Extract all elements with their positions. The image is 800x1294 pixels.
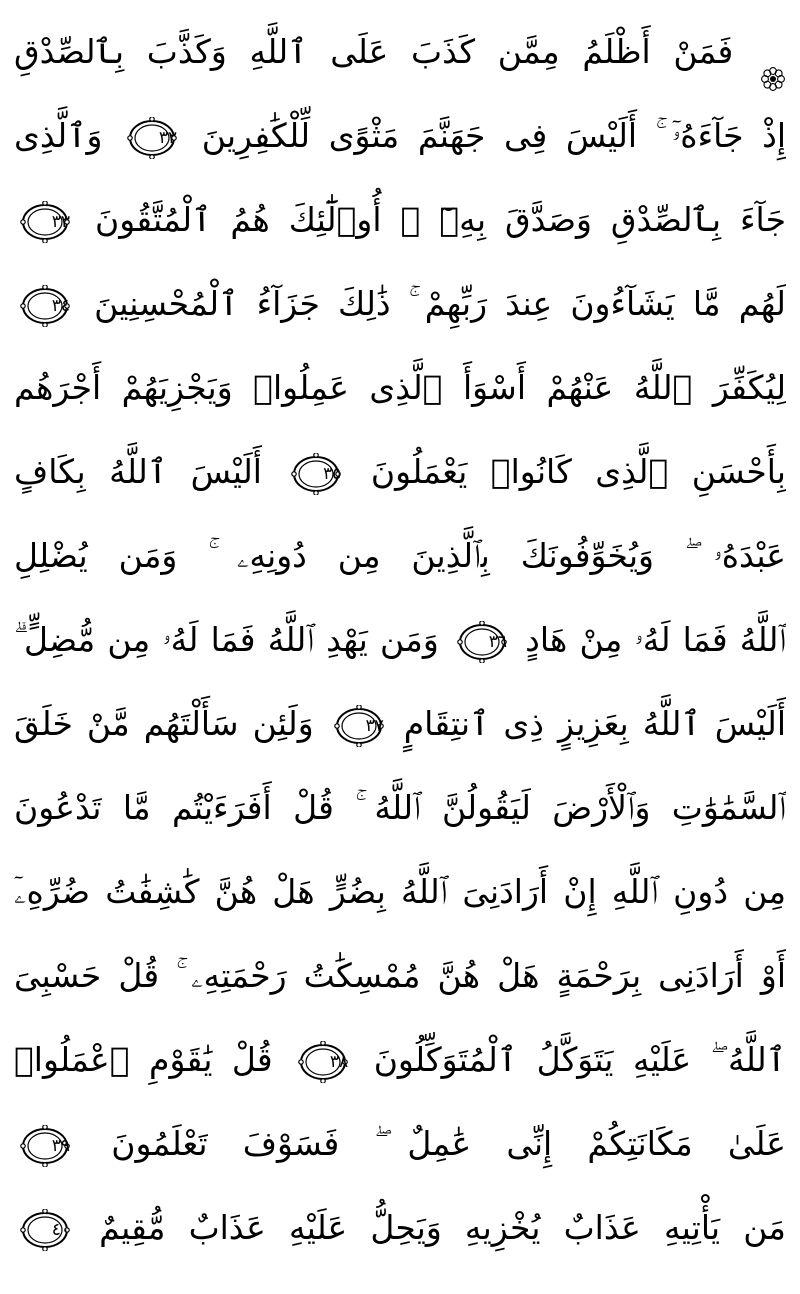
text-line	[14, 852, 786, 932]
verse-text: وَٱلَّذِى	[14, 116, 103, 155]
verse-text: ٱللَّهُ ۖ عَلَيْهِ يَتَوَكَّلُ ٱلْمُتَوَكِّلُونَ	[373, 1040, 786, 1079]
text-line	[14, 12, 786, 92]
ayah-number: ٣٨	[329, 1051, 349, 1072]
verse-text: عَبْدَهُۥ ۖ وَيُخَوِّفُونَكَ بِٱلَّذِينَ مِن دُونِهِۦ ۚ وَمَن يُضْلِلِ	[14, 536, 786, 575]
verse-text: أَلَيْسَ ٱللَّهُ بِعَزِيزٍ ذِى ٱنتِقَامٍ	[403, 704, 786, 743]
ayah-number: ٣٥	[323, 463, 342, 484]
text-line	[14, 600, 786, 680]
ayah-number: ٣٣	[51, 211, 70, 232]
text-line	[14, 432, 786, 512]
ayah-end-marker	[334, 705, 384, 747]
verse-text: جَآءَ بِٱلصِّدْقِ وَصَدَّقَ بِهِۦٓ ۙ أُو۟لَٰٓئِكَ هُمُ ٱلْمُتَّقُونَ	[95, 200, 786, 239]
verse-text: وَلَئِن سَأَلْتَهُم مَّنْ خَلَقَ	[14, 704, 314, 743]
ayah-number: ٣٧	[365, 715, 384, 736]
ayah-end-marker	[127, 117, 177, 159]
text-line	[14, 1020, 786, 1100]
verse-text: ٱللَّهُ فَمَا لَهُۥ مِنْ هَادٍ	[525, 620, 786, 659]
ayah-end-marker	[20, 1125, 70, 1167]
verse-text: إِذْ جَآءَهُۥٓ ۚ أَلَيْسَ فِى جَهَنَّمَ مَثْوًى لِّلْكَٰفِرِينَ	[201, 116, 786, 155]
ayah-end-marker	[291, 453, 341, 495]
ayah-number: ٣٢	[158, 127, 178, 148]
verse-text: ٱلسَّمَٰوَٰتِ وَٱلْأَرْضَ لَيَقُولُنَّ ٱللَّهُ ۚ قُلْ أَفَرَءَيْتُم مَّا تَدْعُونَ	[14, 788, 786, 827]
verse-text: فَمَنْ أَظْلَمُ مِمَّن كَذَبَ عَلَى ٱللَّهِ وَكَذَّبَ بِٱلصِّدْقِ	[14, 32, 734, 71]
ayah-number: ٣٤	[51, 295, 70, 316]
verse-text: وَمَن يَهْدِ ٱللَّهُ فَمَا لَهُۥ مِن مُّضِلٍّ ۗ	[14, 620, 439, 659]
ayah-number: ٣٩	[51, 1135, 70, 1156]
ayah-end-marker	[298, 1041, 348, 1083]
text-line	[14, 936, 786, 1016]
ayah-end-marker	[457, 621, 507, 663]
text-line	[14, 768, 786, 848]
verse-text: مِن دُونِ ٱللَّهِ إِنْ أَرَادَنِىَ ٱللَّهُ بِضُرٍّ هَلْ هُنَّ كَٰشِفَٰتُ ضُرِّهِۦٓ	[14, 872, 786, 911]
verse-text: لَهُم مَّا يَشَآءُونَ عِندَ رَبِّهِمْ ۚ ذَٰلِكَ جَزَآءُ ٱلْمُحْسِنِينَ	[94, 284, 786, 323]
ayah-number: ٣٦	[488, 631, 507, 652]
ayah-end-marker	[20, 285, 70, 327]
verse-text: لِيُكَفِّرَ ٱللَّهُ عَنْهُمْ أَسْوَأَ ٱلَّذِى عَمِلُوا۟ وَيَجْزِيَهُمْ أَجْرَهُم	[14, 368, 786, 407]
verse-text: مَن يَأْتِيهِ عَذَابٌ يُخْزِيهِ وَيَحِلُّ عَلَيْهِ عَذَابٌ مُّقِيمٌ	[99, 1208, 786, 1247]
rub-el-hizb-icon	[760, 41, 786, 67]
text-line	[14, 180, 786, 260]
text-line	[14, 348, 786, 428]
text-line	[14, 264, 786, 344]
verse-text: أَلَيْسَ ٱللَّهُ بِكَافٍ	[14, 452, 262, 491]
text-line	[14, 516, 786, 596]
text-line	[14, 96, 786, 176]
text-line	[14, 684, 786, 764]
verse-text: قُلْ يَٰقَوْمِ ٱعْمَلُوا۟	[14, 1040, 273, 1079]
verse-text: أَوْ أَرَادَنِى بِرَحْمَةٍ هَلْ هُنَّ مُمْسِكَٰتُ رَحْمَتِهِۦ ۚ قُلْ حَسْبِىَ	[14, 956, 786, 995]
text-line	[14, 1104, 786, 1184]
ayah-end-marker	[20, 1209, 70, 1251]
ayah-number: ٤٠	[51, 1219, 70, 1240]
verse-text: بِأَحْسَنِ ٱلَّذِى كَانُوا۟ يَعْمَلُونَ	[370, 452, 786, 491]
text-line	[14, 1188, 786, 1268]
ayah-end-marker	[20, 201, 70, 243]
verse-text: عَلَىٰ مَكَانَتِكُمْ إِنِّى عَٰمِلٌ ۖ فَسَوْفَ تَعْلَمُونَ	[111, 1124, 786, 1163]
